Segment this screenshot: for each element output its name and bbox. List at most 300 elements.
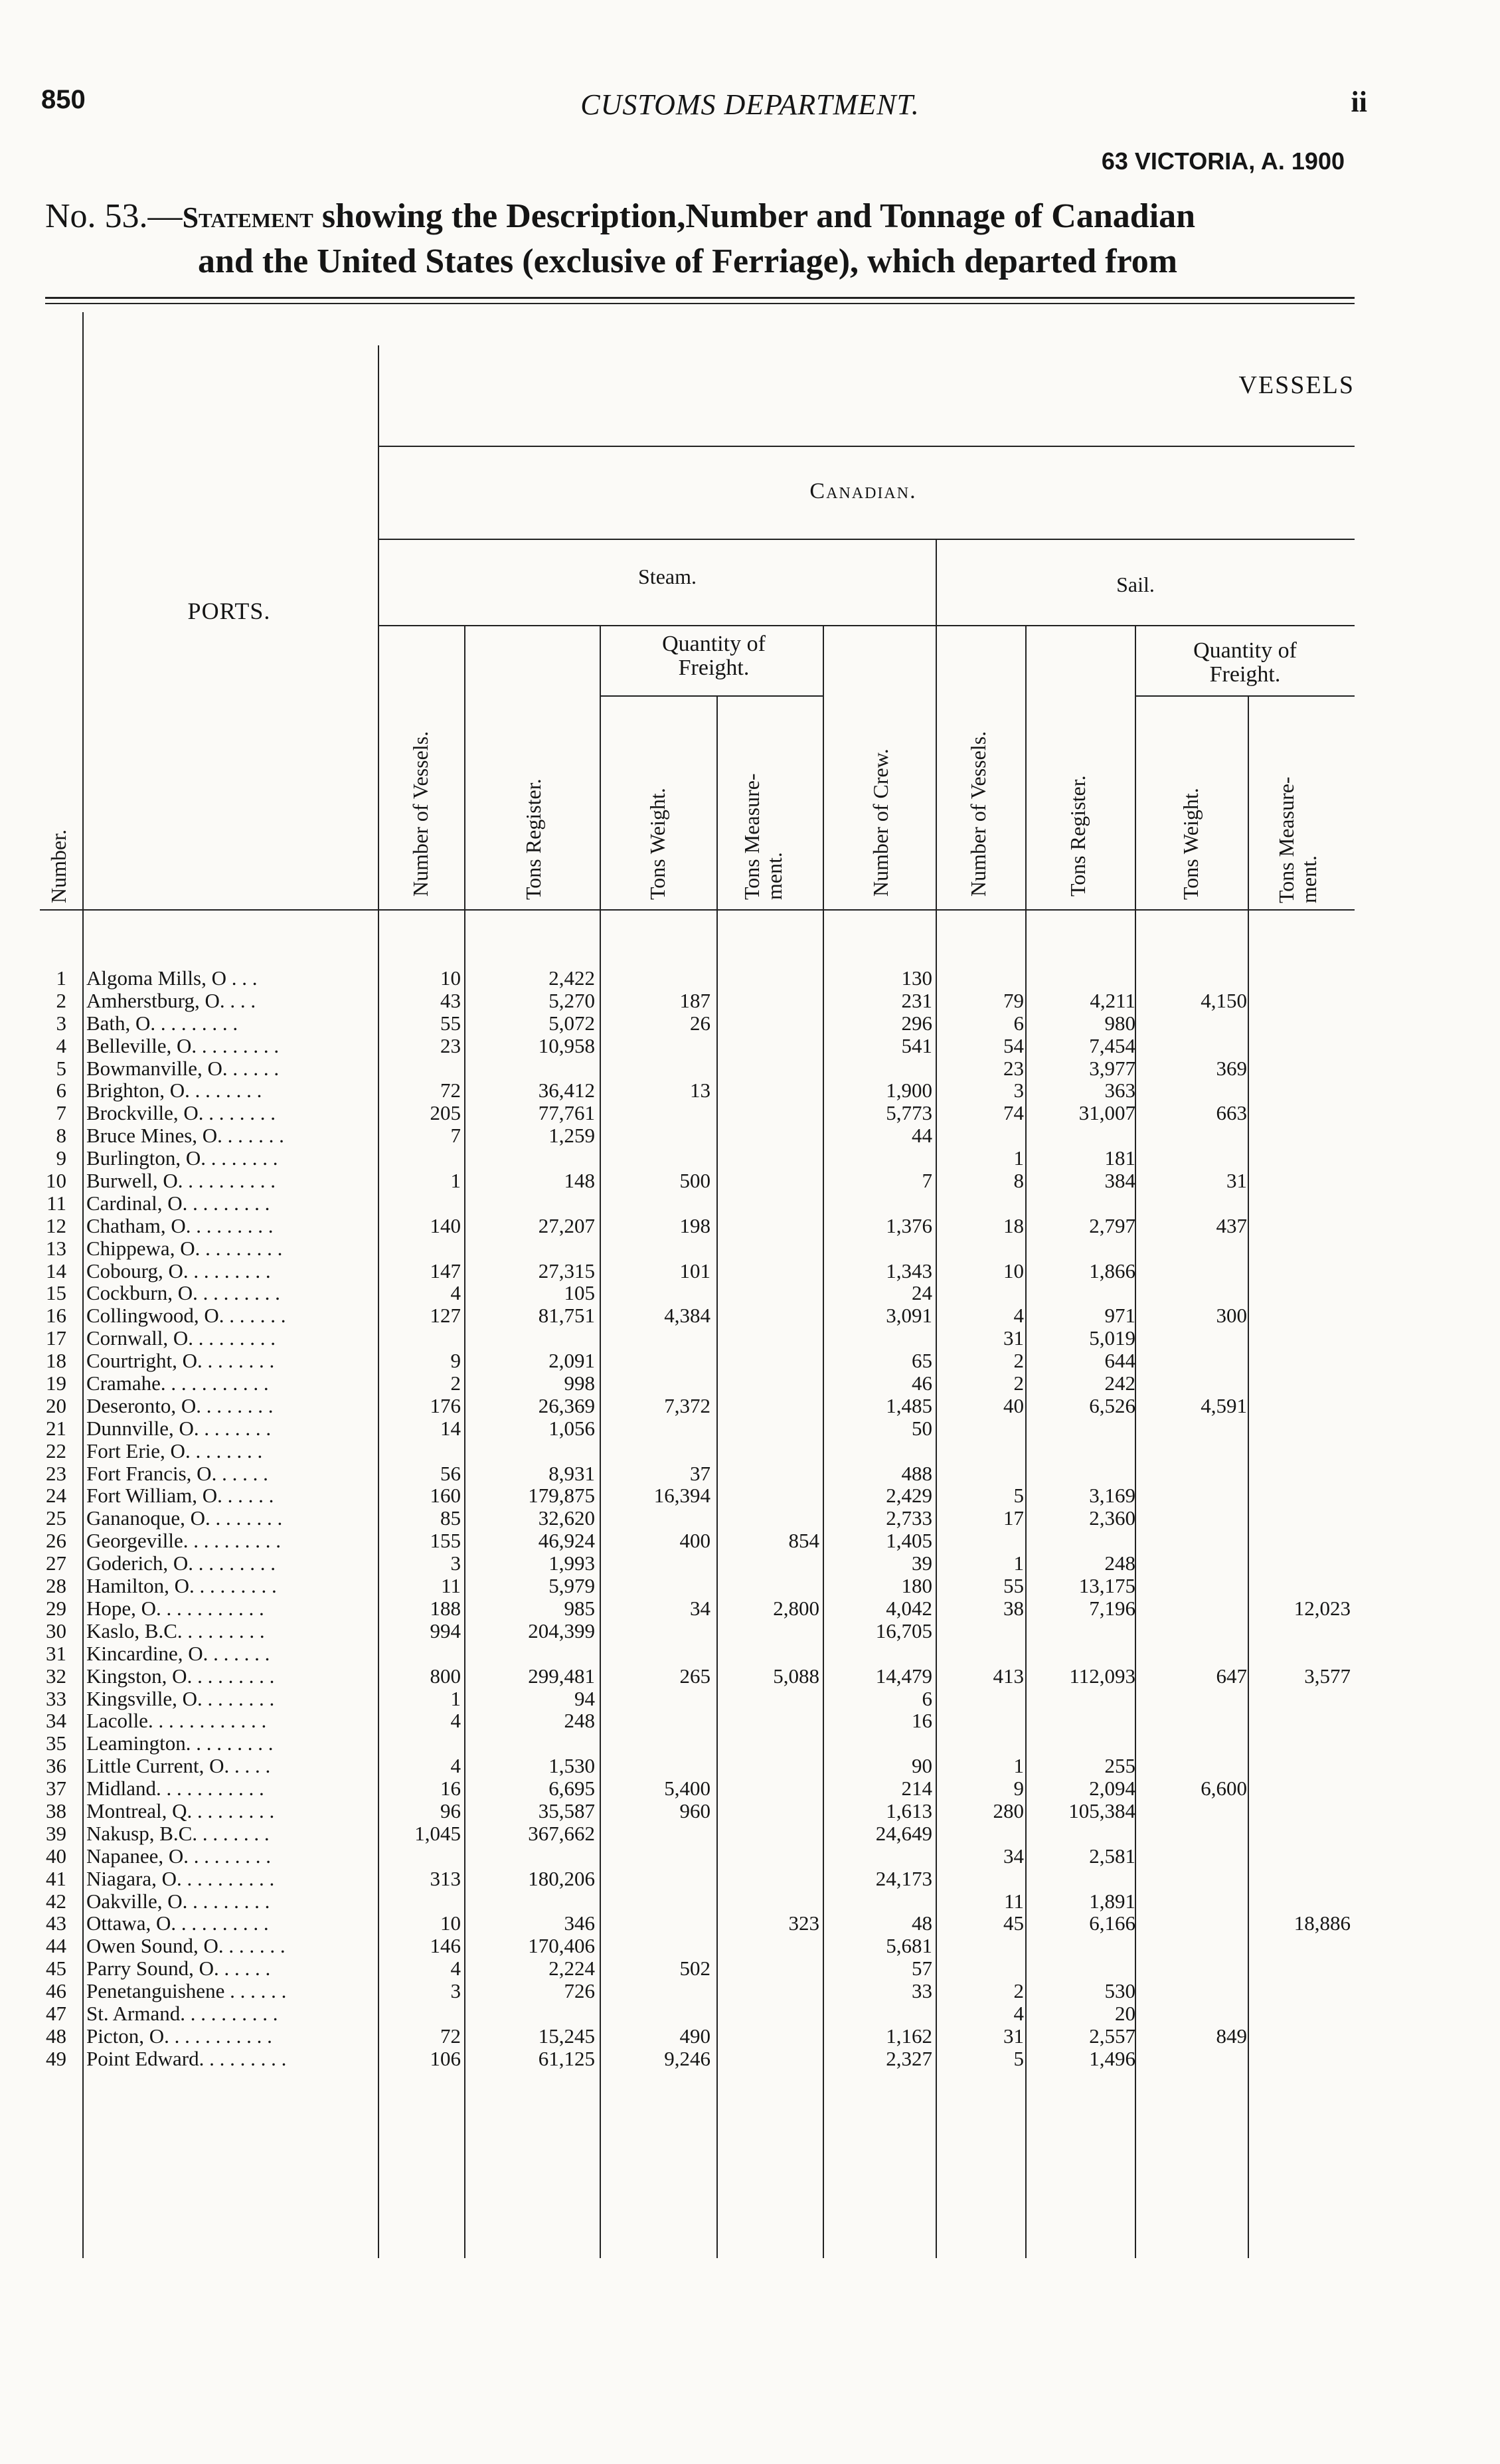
port-name: Belleville, O. . . . . . . . . bbox=[86, 1033, 280, 1057]
table-row bbox=[0, 1372, 1500, 1395]
steam-tons-register: 94 bbox=[574, 1686, 595, 1710]
row-number: 20 bbox=[46, 1393, 66, 1417]
sail-number-of-vessels: 9 bbox=[1013, 1777, 1024, 1801]
port-name: Cramahe. . . . . . . . . . . bbox=[86, 1371, 269, 1395]
sail-tons-register: 105,384 bbox=[1068, 1799, 1135, 1822]
sail-tons-weight: 300 bbox=[1216, 1304, 1247, 1328]
sail-number-of-vessels: 2 bbox=[1013, 1979, 1024, 2003]
steam-quantity-of-freight: Quantity of Freight. bbox=[662, 632, 766, 680]
sail-tons-register: 255 bbox=[1104, 1754, 1135, 1778]
row-number: 8 bbox=[56, 1124, 66, 1148]
steam-number-of-vessels: 140 bbox=[430, 1213, 461, 1237]
table-row bbox=[0, 1732, 1500, 1755]
sail-tons-register: 3,169 bbox=[1089, 1484, 1135, 1508]
steam-tons-weight: 16,394 bbox=[653, 1484, 710, 1508]
sail-number-of-vessels: 1 bbox=[1013, 1146, 1024, 1170]
steam-tons-register: 61,125 bbox=[538, 2046, 595, 2070]
sail-number-of-vessels: 40 bbox=[1003, 1393, 1024, 1417]
port-name: Brighton, O. . . . . . . . bbox=[86, 1079, 262, 1102]
steam-number-of-vessels: 106 bbox=[430, 2046, 461, 2070]
sail-tons-register: 1,891 bbox=[1089, 1889, 1135, 1913]
steam-number-of-crew: 48 bbox=[912, 1911, 932, 1935]
table-row bbox=[0, 1642, 1500, 1665]
table-row bbox=[0, 1124, 1500, 1147]
port-name: Dunnville, O. . . . . . . . bbox=[86, 1416, 272, 1440]
sail-tons-register: 4,211 bbox=[1090, 988, 1135, 1012]
steam-tons-register: 1,993 bbox=[548, 1551, 595, 1575]
steam-number-of-crew: 5,773 bbox=[886, 1101, 932, 1125]
row-number: 1 bbox=[56, 966, 66, 990]
steam-number-of-crew: 296 bbox=[901, 1011, 932, 1035]
steam-number-of-vessels: 7 bbox=[450, 1124, 461, 1148]
port-name: Bowmanville, O. . . . . . bbox=[86, 1056, 280, 1080]
table-title-line-2: and the United States (exclusive of Ferriage), which departed from bbox=[198, 242, 1178, 280]
steam-number-of-vessels: 23 bbox=[440, 1033, 461, 1057]
steam-number-of-vessels: 155 bbox=[430, 1529, 461, 1553]
steam-tons-register: 10,958 bbox=[538, 1033, 595, 1057]
steam-tons-register: 248 bbox=[564, 1709, 595, 1733]
steam-number-of-crew: 6 bbox=[922, 1686, 932, 1710]
sail-tons-weight: 663 bbox=[1216, 1101, 1247, 1125]
steam-tons-measurement: 323 bbox=[788, 1911, 819, 1935]
steam-number-of-crew: 214 bbox=[901, 1777, 932, 1801]
row-number: 39 bbox=[46, 1821, 66, 1845]
sail-number-of-vessels: 55 bbox=[1003, 1574, 1024, 1598]
table-row bbox=[0, 1868, 1500, 1890]
sail-tons-register: 2,581 bbox=[1089, 1844, 1135, 1868]
sail-number-of-vessels: 18 bbox=[1003, 1213, 1024, 1237]
steam-tons-register: 27,315 bbox=[538, 1259, 595, 1282]
table-row bbox=[0, 1215, 1500, 1237]
table-row bbox=[0, 1462, 1500, 1485]
port-name: Cardinal, O. . . . . . . . . bbox=[86, 1191, 270, 1215]
row-number: 29 bbox=[46, 1596, 66, 1620]
sail-tons-register: 5,019 bbox=[1089, 1326, 1135, 1350]
steam-number-of-crew: 541 bbox=[901, 1033, 932, 1057]
table-row bbox=[0, 1304, 1500, 1327]
steam-tons-register: 299,481 bbox=[528, 1664, 595, 1688]
sail-tons-register: 363 bbox=[1104, 1079, 1135, 1102]
steam-tons-weight: 198 bbox=[679, 1213, 710, 1237]
table-row bbox=[0, 1057, 1500, 1080]
sail-number-of-vessels: 1 bbox=[1013, 1551, 1024, 1575]
table-row bbox=[0, 1417, 1500, 1440]
table-row bbox=[0, 1552, 1500, 1575]
steam-number-of-crew: 1,343 bbox=[886, 1259, 932, 1282]
steam-number-of-crew: 57 bbox=[912, 1957, 932, 1980]
sail-tons-register: 644 bbox=[1104, 1349, 1135, 1373]
port-name: Hope, O. . . . . . . . . . . bbox=[86, 1596, 264, 1620]
row-number: 37 bbox=[46, 1777, 66, 1801]
steam-number-of-crew: 180 bbox=[901, 1574, 932, 1598]
table-row bbox=[0, 1665, 1500, 1688]
sail-number-of-vessels: 8 bbox=[1013, 1169, 1024, 1193]
sail-number-of-vessels: 31 bbox=[1003, 2024, 1024, 2048]
row-number: 16 bbox=[46, 1304, 66, 1328]
sail-number-of-vessels: 23 bbox=[1003, 1056, 1024, 1080]
steam-number-of-vessels: 205 bbox=[430, 1101, 461, 1125]
steam-number-of-vessels: 9 bbox=[450, 1349, 461, 1373]
steam-number-of-crew: 5,681 bbox=[886, 1934, 932, 1958]
sail-tons-weight: 31 bbox=[1226, 1169, 1247, 1193]
table-row bbox=[0, 1395, 1500, 1417]
row-number: 7 bbox=[56, 1101, 66, 1125]
table-row bbox=[0, 2002, 1500, 2025]
steam-tons-weight: 9,246 bbox=[664, 2046, 710, 2070]
sail-tons-register: 971 bbox=[1104, 1304, 1135, 1328]
steam-number-of-vessels: 1 bbox=[450, 1686, 461, 1710]
steam-number-of-vessels: 85 bbox=[440, 1506, 461, 1530]
sail-number-of-vessels: 45 bbox=[1003, 1911, 1024, 1935]
steam-number-of-vessels: 313 bbox=[430, 1866, 461, 1890]
port-name: Hamilton, O. . . . . . . . . bbox=[86, 1574, 277, 1598]
sail-tons-register: 112,093 bbox=[1069, 1664, 1135, 1688]
steam-number-of-vessels: 96 bbox=[440, 1799, 461, 1822]
port-name: Kaslo, B.C. . . . . . . . . bbox=[86, 1619, 265, 1642]
port-name: Brockville, O. . . . . . . . bbox=[86, 1101, 276, 1125]
steam-number-of-vessels-header: Number of Vessels. bbox=[408, 731, 432, 897]
steam-number-of-vessels: 160 bbox=[430, 1484, 461, 1508]
table-row bbox=[0, 1102, 1500, 1124]
steam-tons-weight: 502 bbox=[679, 1957, 710, 1980]
steam-tons-weight: 13 bbox=[690, 1079, 710, 1102]
row-number: 5 bbox=[56, 1056, 66, 1080]
port-name: Lacolle. . . . . . . . . . . . bbox=[86, 1709, 267, 1733]
steam-tons-weight: 187 bbox=[679, 988, 710, 1012]
sail-tons-register: 530 bbox=[1104, 1979, 1135, 2003]
steam-number-of-vessels: 4 bbox=[450, 1754, 461, 1778]
steam-tons-register: 105 bbox=[564, 1281, 595, 1305]
sail-tons-register: 6,526 bbox=[1089, 1393, 1135, 1417]
steam-number-of-vessels: 1 bbox=[450, 1169, 461, 1193]
sail-number-of-vessels: 5 bbox=[1013, 2046, 1024, 2070]
steam-tons-register: 77,761 bbox=[538, 1101, 595, 1125]
steam-tons-register: 985 bbox=[564, 1596, 595, 1620]
port-name: Gananoque, O. . . . . . . . bbox=[86, 1506, 283, 1530]
steam-number-of-vessels: 55 bbox=[440, 1011, 461, 1035]
steam-number-of-vessels: 4 bbox=[450, 1957, 461, 1980]
row-number: 9 bbox=[56, 1146, 66, 1170]
steam-tons-register: 1,259 bbox=[548, 1124, 595, 1148]
steam-number-of-vessels: 56 bbox=[440, 1461, 461, 1485]
sail-number-of-vessels: 2 bbox=[1013, 1349, 1024, 1373]
steam-tons-register: 36,412 bbox=[538, 1079, 595, 1102]
row-number: 49 bbox=[46, 2046, 66, 2070]
steam-tons-register: 204,399 bbox=[528, 1619, 595, 1642]
port-name: Napanee, O. . . . . . . . . bbox=[86, 1844, 272, 1868]
steam-tons-register: 15,245 bbox=[538, 2024, 595, 2048]
sail-tons-measurement: 18,886 bbox=[1293, 1911, 1351, 1935]
steam-tons-register: 35,587 bbox=[538, 1799, 595, 1822]
sail-tons-register: 2,797 bbox=[1089, 1213, 1135, 1237]
running-head: CUSTOMS DEPARTMENT. bbox=[580, 88, 920, 121]
row-number: 28 bbox=[46, 1574, 66, 1598]
row-number: 18 bbox=[46, 1349, 66, 1373]
table-row bbox=[0, 1440, 1500, 1462]
table-row bbox=[0, 1575, 1500, 1597]
sail-tons-weight: 4,591 bbox=[1201, 1393, 1247, 1417]
steam-number-of-vessels: 16 bbox=[440, 1777, 461, 1801]
page-number: 850 bbox=[41, 85, 86, 114]
steam-tons-weight: 265 bbox=[679, 1664, 710, 1688]
steam-number-of-vessels: 43 bbox=[440, 988, 461, 1012]
port-name: Oakville, O. . . . . . . . . bbox=[86, 1889, 270, 1913]
row-number: 13 bbox=[46, 1236, 66, 1260]
row-number: 40 bbox=[46, 1844, 66, 1868]
sail-number-of-vessels: 4 bbox=[1013, 2001, 1024, 2025]
table-row bbox=[0, 1620, 1500, 1642]
sail-number-of-vessels: 5 bbox=[1013, 1484, 1024, 1508]
port-name: Bruce Mines, O. . . . . . . bbox=[86, 1124, 284, 1148]
steam-tons-weight: 26 bbox=[690, 1011, 710, 1035]
steam-tons-register: 2,091 bbox=[548, 1349, 595, 1373]
row-number: 34 bbox=[46, 1709, 66, 1733]
steam-tons-weight: 101 bbox=[679, 1259, 710, 1282]
row-number: 11 bbox=[46, 1191, 66, 1215]
table-body bbox=[0, 967, 1500, 2070]
steam-number-of-vessels: 1,045 bbox=[414, 1821, 461, 1845]
port-name: Picton, O. . . . . . . . . . . bbox=[86, 2024, 272, 2048]
sail-number-of-vessels: 34 bbox=[1003, 1844, 1024, 1868]
table-row bbox=[0, 1192, 1500, 1215]
port-name: Nakusp, B.C. . . . . . . . bbox=[86, 1821, 270, 1845]
sail-number-of-vessels: 4 bbox=[1013, 1304, 1024, 1328]
sail-tons-register: 2,094 bbox=[1089, 1777, 1135, 1801]
sail-tons-register: 2,360 bbox=[1089, 1506, 1135, 1530]
row-number: 23 bbox=[46, 1461, 66, 1485]
row-number: 19 bbox=[46, 1371, 66, 1395]
sail-number-of-vessels: 31 bbox=[1003, 1326, 1024, 1350]
table-row bbox=[0, 1710, 1500, 1732]
sail-number-of-vessels: 79 bbox=[1003, 988, 1024, 1012]
row-number: 12 bbox=[46, 1213, 66, 1237]
steam-tons-register: 27,207 bbox=[538, 1213, 595, 1237]
steam-tons-weight: 4,384 bbox=[664, 1304, 710, 1328]
sail-tons-register: 7,196 bbox=[1089, 1596, 1135, 1620]
row-number: 24 bbox=[46, 1484, 66, 1508]
sail-tons-weight: 647 bbox=[1216, 1664, 1247, 1688]
steam-tons-register: 5,072 bbox=[548, 1011, 595, 1035]
port-name: Cobourg, O. . . . . . . . . bbox=[86, 1259, 271, 1282]
sail-quantity-of-freight: Quantity of Freight. bbox=[1193, 638, 1297, 687]
steam-number-of-vessels: 800 bbox=[430, 1664, 461, 1688]
steam-number-of-crew: 7 bbox=[922, 1169, 932, 1193]
sail-tons-register: 20 bbox=[1115, 2001, 1135, 2025]
port-name: Kincardine, O. . . . . . . bbox=[86, 1641, 270, 1665]
sail-tons-weight-header: Tons Weight. bbox=[1179, 788, 1203, 900]
sail-tons-weight: 4,150 bbox=[1201, 988, 1247, 1012]
sail-tons-register: 980 bbox=[1104, 1011, 1135, 1035]
statement-number: No. 53.— bbox=[45, 197, 183, 235]
sail-tons-register: 3,977 bbox=[1089, 1056, 1135, 1080]
table-row bbox=[0, 1350, 1500, 1372]
page-roman-numeral: ii bbox=[1351, 86, 1367, 118]
steam-number-of-vessels: 10 bbox=[440, 1911, 461, 1935]
steam-number-of-vessels: 10 bbox=[440, 966, 461, 990]
row-number: 26 bbox=[46, 1529, 66, 1553]
sail-tons-register: 6,166 bbox=[1089, 1911, 1135, 1935]
table-row bbox=[0, 1912, 1500, 1935]
sail-tons-measurement: 12,023 bbox=[1293, 1596, 1351, 1620]
sail-tons-weight: 6,600 bbox=[1201, 1777, 1247, 1801]
table-row bbox=[0, 1530, 1500, 1552]
steam-tons-register: 8,931 bbox=[548, 1461, 595, 1485]
table-row bbox=[0, 1147, 1500, 1170]
table-row bbox=[0, 1237, 1500, 1260]
steam-number-of-crew: 1,405 bbox=[886, 1529, 932, 1553]
row-number: 3 bbox=[56, 1011, 66, 1035]
steam-number-of-crew: 14,479 bbox=[875, 1664, 932, 1688]
port-name: Burwell, O. . . . . . . . . . bbox=[86, 1169, 276, 1193]
port-name: Burlington, O. . . . . . . . bbox=[86, 1146, 278, 1170]
port-name: Midland. . . . . . . . . . . bbox=[86, 1777, 264, 1801]
row-number: 42 bbox=[46, 1889, 66, 1913]
port-name: Kingston, O. . . . . . . . . bbox=[86, 1664, 275, 1688]
steam-heading: Steam. bbox=[638, 565, 697, 588]
steam-tons-register: 1,530 bbox=[548, 1754, 595, 1778]
row-number: 25 bbox=[46, 1506, 66, 1530]
port-name: Cornwall, O. . . . . . . . . bbox=[86, 1326, 276, 1350]
steam-tons-weight: 960 bbox=[679, 1799, 710, 1822]
steam-tons-register: 5,270 bbox=[548, 988, 595, 1012]
steam-number-of-crew: 231 bbox=[901, 988, 932, 1012]
steam-number-of-vessels: 4 bbox=[450, 1281, 461, 1305]
title-rest: showing the Description,Number and Tonnage of Canadian bbox=[313, 197, 1196, 235]
port-name: Cockburn, O. . . . . . . . . bbox=[86, 1281, 280, 1305]
row-number: 30 bbox=[46, 1619, 66, 1642]
row-number: 46 bbox=[46, 1979, 66, 2003]
port-name: Algoma Mills, O . . . bbox=[86, 966, 258, 990]
steam-number-of-crew: 46 bbox=[912, 1371, 932, 1395]
port-name: Amherstburg, O. . . . bbox=[86, 988, 256, 1012]
steam-tons-weight: 37 bbox=[690, 1461, 710, 1485]
steam-tons-register: 346 bbox=[564, 1911, 595, 1935]
steam-tons-register: 2,224 bbox=[548, 1957, 595, 1980]
sail-tons-register: 13,175 bbox=[1078, 1574, 1135, 1598]
row-number: 22 bbox=[46, 1439, 66, 1462]
row-number: 14 bbox=[46, 1259, 66, 1282]
steam-number-of-vessels: 3 bbox=[450, 1551, 461, 1575]
sail-tons-weight: 369 bbox=[1216, 1056, 1247, 1080]
steam-number-of-crew: 2,327 bbox=[886, 2046, 932, 2070]
row-number: 43 bbox=[46, 1911, 66, 1935]
row-number: 10 bbox=[46, 1169, 66, 1193]
statement-word: Statement bbox=[182, 201, 313, 234]
table-row bbox=[0, 1282, 1500, 1304]
sail-number-of-vessels: 280 bbox=[993, 1799, 1024, 1822]
port-name: Niagara, O. . . . . . . . . . bbox=[86, 1866, 275, 1890]
sail-tons-weight: 849 bbox=[1216, 2024, 1247, 2048]
port-name: Chatham, O. . . . . . . . . bbox=[86, 1213, 274, 1237]
steam-number-of-crew: 24,173 bbox=[875, 1866, 932, 1890]
canadian-heading: Canadian. bbox=[809, 479, 917, 503]
steam-tons-register: 46,924 bbox=[538, 1529, 595, 1553]
sail-tons-measurement: 3,577 bbox=[1304, 1664, 1351, 1688]
sail-number-of-vessels: 3 bbox=[1013, 1079, 1024, 1102]
port-name: Deseronto, O. . . . . . . . bbox=[86, 1393, 274, 1417]
table-row bbox=[0, 1980, 1500, 2002]
number-column-header: Number. bbox=[46, 829, 70, 903]
row-number: 6 bbox=[56, 1079, 66, 1102]
steam-tons-register: 2,422 bbox=[548, 966, 595, 990]
table-row bbox=[0, 1012, 1500, 1035]
sail-tons-weight: 437 bbox=[1216, 1213, 1247, 1237]
table-row bbox=[0, 1597, 1500, 1620]
row-number: 2 bbox=[56, 988, 66, 1012]
steam-number-of-crew: 16 bbox=[912, 1709, 932, 1733]
port-name: Montreal, Q. . . . . . . . . bbox=[86, 1799, 275, 1822]
table-row bbox=[0, 1484, 1500, 1507]
sail-number-of-vessels: 1 bbox=[1013, 1754, 1024, 1778]
sail-number-of-vessels: 74 bbox=[1003, 1101, 1024, 1125]
row-number: 36 bbox=[46, 1754, 66, 1778]
steam-number-of-crew: 488 bbox=[901, 1461, 932, 1485]
table-row bbox=[0, 1845, 1500, 1868]
sail-number-of-vessels: 10 bbox=[1003, 1259, 1024, 1282]
table-row bbox=[0, 1935, 1500, 1957]
steam-number-of-vessels: 176 bbox=[430, 1393, 461, 1417]
steam-number-of-vessels: 14 bbox=[440, 1416, 461, 1440]
steam-number-of-vessels: 146 bbox=[430, 1934, 461, 1958]
steam-number-of-crew: 3,091 bbox=[886, 1304, 932, 1328]
steam-number-of-vessels: 11 bbox=[441, 1574, 461, 1598]
steam-tons-weight-header: Tons Weight. bbox=[645, 788, 669, 900]
steam-number-of-crew: 50 bbox=[912, 1416, 932, 1440]
steam-tons-register: 1,056 bbox=[548, 1416, 595, 1440]
steam-number-of-vessels: 188 bbox=[430, 1596, 461, 1620]
steam-number-of-crew: 130 bbox=[901, 966, 932, 990]
steam-tons-register: 148 bbox=[564, 1169, 595, 1193]
steam-number-of-crew: 4,042 bbox=[886, 1596, 932, 1620]
port-name: Owen Sound, O. . . . . . . bbox=[86, 1934, 286, 1958]
sail-number-of-vessels-header: Number of Vessels. bbox=[966, 731, 990, 897]
steam-number-of-vessels: 4 bbox=[450, 1709, 461, 1733]
steam-tons-register: 180,206 bbox=[528, 1866, 595, 1890]
sail-tons-register-header: Tons Register. bbox=[1066, 775, 1090, 897]
sail-tons-register: 384 bbox=[1104, 1169, 1135, 1193]
steam-tons-measurement-header: Tons Measure-ment. bbox=[740, 773, 786, 900]
row-number: 38 bbox=[46, 1799, 66, 1822]
steam-tons-register: 26,369 bbox=[538, 1393, 595, 1417]
sail-number-of-vessels: 17 bbox=[1003, 1506, 1024, 1530]
row-number: 17 bbox=[46, 1326, 66, 1350]
steam-number-of-vessels: 127 bbox=[430, 1304, 461, 1328]
port-name: Fort Erie, O. . . . . . . . bbox=[86, 1439, 263, 1462]
sail-number-of-vessels: 2 bbox=[1013, 1371, 1024, 1395]
steam-tons-register-header: Tons Register. bbox=[521, 778, 545, 900]
steam-number-of-crew: 90 bbox=[912, 1754, 932, 1778]
steam-tons-weight: 5,400 bbox=[664, 1777, 710, 1801]
table-row bbox=[0, 2048, 1500, 2070]
table-row bbox=[0, 1957, 1500, 1980]
table-row bbox=[0, 1079, 1500, 1102]
sail-tons-register: 1,866 bbox=[1089, 1259, 1135, 1282]
steam-number-of-vessels: 994 bbox=[430, 1619, 461, 1642]
sail-heading: Sail. bbox=[1116, 572, 1155, 596]
sail-tons-register: 181 bbox=[1104, 1146, 1135, 1170]
sail-tons-measurement-header: Tons Measure-ment. bbox=[1274, 776, 1321, 903]
steam-number-of-crew: 1,485 bbox=[886, 1393, 932, 1417]
table-row bbox=[0, 990, 1500, 1012]
steam-number-of-vessels: 72 bbox=[440, 2024, 461, 2048]
port-name: Fort William, O. . . . . . bbox=[86, 1484, 274, 1508]
steam-number-of-crew: 1,900 bbox=[886, 1079, 932, 1102]
port-name: Courtright, O. . . . . . . . bbox=[86, 1349, 275, 1373]
row-number: 35 bbox=[46, 1731, 66, 1755]
steam-tons-register: 726 bbox=[564, 1979, 595, 2003]
steam-tons-register: 5,979 bbox=[548, 1574, 595, 1598]
sail-tons-register: 7,454 bbox=[1089, 1033, 1135, 1057]
